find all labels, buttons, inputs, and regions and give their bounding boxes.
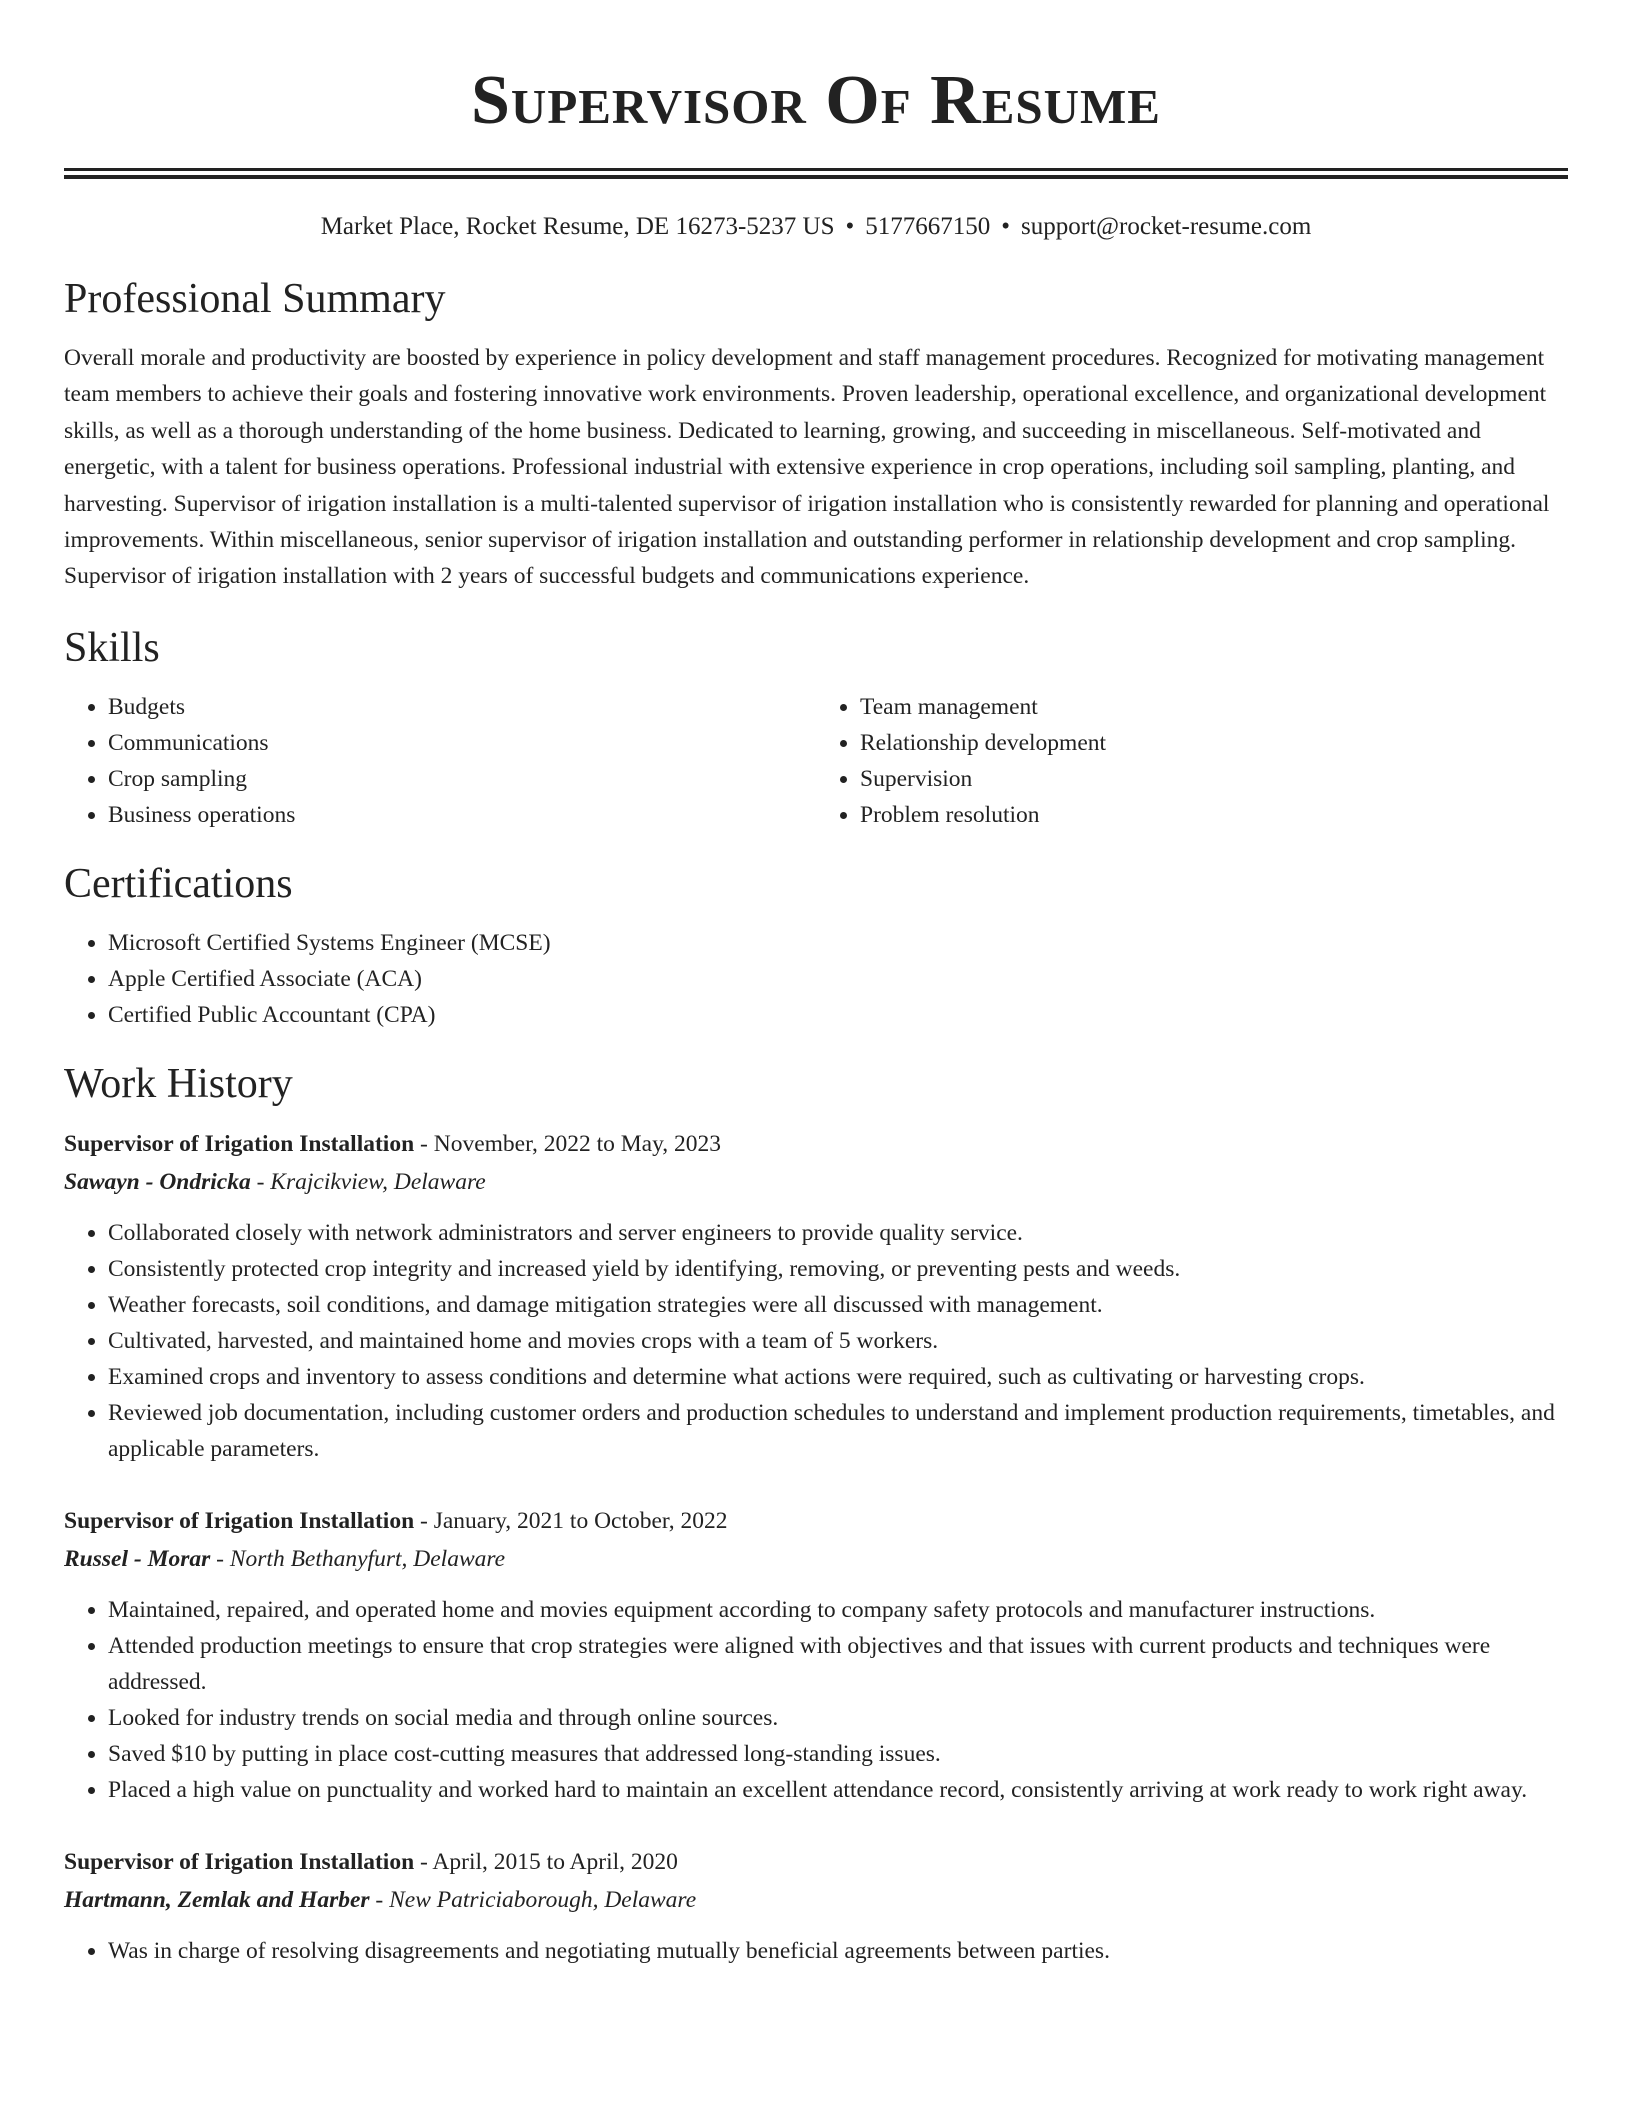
certification-item: • Apple Certified Associate (ACA) bbox=[108, 961, 1568, 997]
contact-address: Market Place, Rocket Resume, DE 16273-5237 US bbox=[320, 213, 835, 240]
company-location: - New Patriciaborough, Delaware bbox=[369, 1886, 697, 1913]
job-title: Supervisor of Irigation Installation bbox=[64, 1848, 415, 1875]
contact-separator: • bbox=[845, 213, 855, 240]
job-bullets bbox=[64, 1933, 1568, 1969]
job-header bbox=[64, 1502, 1568, 1540]
job-employer bbox=[64, 1540, 1568, 1578]
skills-column-right bbox=[816, 689, 1568, 833]
job-entry bbox=[64, 1843, 1568, 1969]
skill-item: • Team management bbox=[860, 689, 1568, 725]
job-bullet: • Collaborated closely with network administrators and server engineers to provide quality service. bbox=[108, 1215, 1568, 1251]
job-dates: - April, 2015 to April, 2020 bbox=[414, 1848, 678, 1875]
job-entry bbox=[64, 1502, 1568, 1808]
job-title: Supervisor of Irigation Installation bbox=[64, 1507, 415, 1534]
job-bullet: • Examined crops and inventory to assess conditions and determine what actions were required, such as cultivating or harvesting crops. bbox=[108, 1359, 1568, 1395]
company-name: Russel - Morar bbox=[64, 1545, 211, 1572]
job-entry bbox=[64, 1125, 1568, 1467]
job-bullet: • Was in charge of resolving disagreements and negotiating mutually beneficial agreements between parties. bbox=[108, 1933, 1568, 1969]
summary-heading: Professional Summary bbox=[64, 276, 446, 322]
skill-item: • Communications bbox=[108, 725, 816, 761]
skill-item: • Business operations bbox=[108, 797, 816, 833]
skill-item: • Relationship development bbox=[860, 725, 1568, 761]
job-bullet: • Attended production meetings to ensure that crop strategies were aligned with objectives and that issues with current products and techniques were addressed. bbox=[108, 1628, 1568, 1700]
job-bullet: • Looked for industry trends on social media and through online sources. bbox=[108, 1700, 1568, 1736]
job-bullets bbox=[64, 1592, 1568, 1808]
job-title: Supervisor of Irigation Installation bbox=[64, 1130, 415, 1157]
title-divider bbox=[64, 168, 1568, 179]
certifications-heading: Certifications bbox=[64, 860, 293, 907]
contact-line bbox=[64, 212, 1568, 242]
contact-email: support@rocket-resume.com bbox=[1021, 213, 1312, 240]
contact-phone: 5177667150 bbox=[865, 213, 991, 240]
job-bullet: • Maintained, repaired, and operated home and movies equipment according to company safety protocols and manufacturer instructions. bbox=[108, 1592, 1568, 1628]
job-bullets bbox=[64, 1215, 1568, 1467]
skills-column-left bbox=[64, 689, 816, 833]
job-dates: - January, 2021 to October, 2022 bbox=[414, 1507, 728, 1534]
job-employer bbox=[64, 1881, 1568, 1919]
company-name: Hartmann, Zemlak and Harber bbox=[64, 1886, 370, 1913]
skill-item: • Budgets bbox=[108, 689, 816, 725]
job-bullet: • Reviewed job documentation, including customer orders and production schedules to understand and implement production requirements, timetables, and applicable parameters. bbox=[108, 1395, 1568, 1467]
work-history-heading: Work History bbox=[64, 1060, 293, 1107]
skill-item: • Crop sampling bbox=[108, 761, 816, 797]
job-bullet: • Saved $10 by putting in place cost-cutting measures that addressed long-standing issues. bbox=[108, 1736, 1568, 1772]
skills-heading: Skills bbox=[64, 624, 160, 671]
summary-text: Overall morale and productivity are boosted by experience in policy development and staff management procedures. Recognized for motivating management team members to achieve their goals and fostering innovative work environments. Proven leadership, operational excellence, and organizational development skills, as well as a thorough understanding of the home business. Dedicated to learning, growing, and succeeding in miscellaneous. Self-motivated and energetic, with a talent for business operations. Professional industrial with extensive experience in crop operations, including soil sampling, planting, and harvesting. Supervisor of irigation installation is a multi-talented supervisor of irigation installation who is consistently rewarded for planning and operational improvements. Within miscellaneous, senior supervisor of irigation installation and outstanding performer in relationship development and crop sampling. Supervisor of irigation installation with 2 years of successful budgets and communications experience. bbox=[64, 345, 1550, 590]
certifications-list bbox=[64, 925, 1568, 1033]
skill-item: • Problem resolution bbox=[860, 797, 1568, 833]
job-employer bbox=[64, 1163, 1568, 1201]
contact-separator: • bbox=[1001, 213, 1011, 240]
certification-item: • Certified Public Accountant (CPA) bbox=[108, 997, 1568, 1033]
company-location: - North Bethanyfurt, Delaware bbox=[210, 1545, 506, 1572]
job-bullet: • Consistently protected crop integrity and increased yield by identifying, removing, or preventing pests and weeds. bbox=[108, 1251, 1568, 1287]
certification-item: • Microsoft Certified Systems Engineer (MCSE) bbox=[108, 925, 1568, 961]
job-bullet: • Cultivated, harvested, and maintained home and movies crops with a team of 5 workers. bbox=[108, 1323, 1568, 1359]
job-header bbox=[64, 1125, 1568, 1163]
job-bullet: • Placed a high value on punctuality and worked hard to maintain an excellent attendance record, consistently arriving at work ready to work right away. bbox=[108, 1772, 1568, 1808]
skills-grid bbox=[64, 689, 1568, 833]
resume-title: Supervisor Of Resume bbox=[471, 62, 1161, 139]
job-header bbox=[64, 1843, 1568, 1881]
job-dates: - November, 2022 to May, 2023 bbox=[414, 1130, 722, 1157]
company-location: - Krajcikview, Delaware bbox=[250, 1168, 486, 1195]
skill-item: • Supervision bbox=[860, 761, 1568, 797]
company-name: Sawayn - Ondricka bbox=[64, 1168, 251, 1195]
job-bullet: • Weather forecasts, soil conditions, and damage mitigation strategies were all discussed with management. bbox=[108, 1287, 1568, 1323]
